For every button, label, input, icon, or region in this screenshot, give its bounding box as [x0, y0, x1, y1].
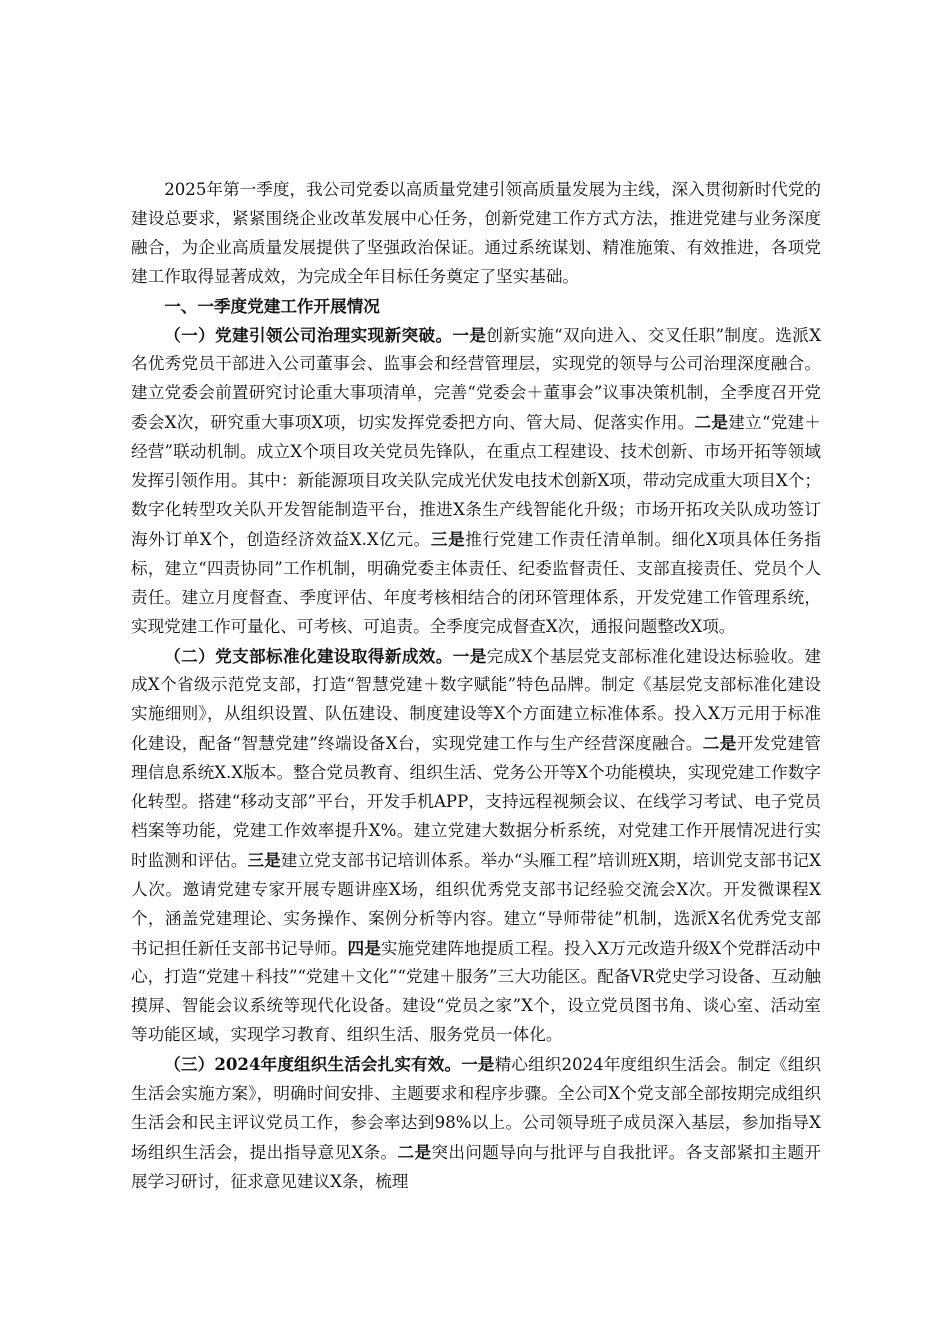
bold-lead-text: 一是	[461, 1054, 495, 1075]
paragraph-organizational-life	[131, 1050, 821, 1197]
section-heading: 一、一季度党建工作开展情况	[164, 295, 380, 316]
bold-lead-text: 二是	[694, 412, 729, 433]
bold-lead-text: 一是	[452, 324, 487, 345]
bold-lead-text: （二）党支部标准化建设取得新成效。	[164, 645, 453, 666]
body-text: 精心组织2024年度组织生活会。制定《组织生活会实施方案》，明确时间安排、主题要求和程序步骤。全公司X个党支部全部按期完成组织生活会和民主评议党员工作，参会率达到98%以上。公司领导班子成员深入基层，参加指导X场组织生活会，提出指导意见X条。	[131, 1055, 822, 1162]
bold-lead-text: 二是	[397, 1141, 432, 1162]
document-body	[131, 176, 821, 1197]
bold-lead-text: 三是	[430, 528, 466, 549]
body-text: 开发党建管理信息系统X.X版本。整合党员教育、组织生活、党务公开等X个功能模块，实现党建工作数字化转型。搭建“移动支部”平台，开发手机APP，支持远程视频会议、在线学习考试、电子党员档案等功能，党建工作效率提升X%。建立党建大数据分析系统，对党建工作开展情况进行实时监测和评估。	[131, 734, 822, 870]
bold-lead-text: 三是	[247, 849, 281, 870]
body-text: 完成X个基层党支部标准化建设达标验收。建成X个省级示范党支部，打造“智慧党建＋数字赋能”特色品牌。制定《基层党支部标准化建设实施细则》，从组织设置、队伍建设、制度建设等X个方面建立标准体系。投入X万元用于标准化建设，配备“智慧党建”终端设备X台，实现党建工作与生产经营深度融合。	[131, 646, 822, 754]
body-text: 突出问题导向与批评与自我批评。各支部紧扣主题开展学习研讨，征求意见建议X条，梳理	[131, 1142, 822, 1191]
body-text: 实施党建阵地提质工程。投入X万元改造升级X个党群活动中心，打造“党建＋科技”“党建＋文化”“党建＋服务”三大功能区。配备VR党史学习设备、互动触摸屏、智能会议系统等现代化设备。建设“党员之家”X个，设立党员图书角、谈心室、活动室等功能区域，实现学习教育、组织生活、服务党员一体化。	[131, 938, 821, 1045]
body-text: 推行党建工作责任清单制。细化X项具体任务指标，建立“四责协同”工作机制，明确党委主体责任、纪委监督责任、支部直接责任、党员个人责任。建立月度督查、季度评估、年度考核相结合的闭环管理体系，开发党建工作管理系统，实现党建工作可量化、可考核、可追责。全季度完成督查X次，通报问题整改X项。	[131, 529, 822, 636]
bold-lead-text: 二是	[702, 733, 737, 754]
paragraph-branch-standardization	[131, 642, 821, 1051]
body-text: 建立党支部书记培训体系。举办“头雁工程”培训班X期，培训党支部书记X人次。邀请党建专家开展专题讲座X场，组织优秀党支部书记经验交流会X次。开发微课程X个，涵盖党建理论、实务操作、案例分析等内容。建立“导师带徒”机制，选派X名优秀党支部书记担任新任支部书记导师。	[131, 850, 821, 958]
bold-lead-text: 一是	[452, 645, 487, 666]
body-text: 建立“党建＋经营”联动机制。成立X个项目攻关党员先锋队，在重点工程建设、技术创新、市场开拓等领域发挥引领作用。其中：新能源项目攻关队完成光伏发电技术创新X项，带动完成重大项目X个；数字化转型攻关队开发智能制造平台，推进X条生产线智能化升级；市场开拓攻关队成功签订海外订单X个，创造经济效益X.X亿元。	[131, 413, 822, 549]
intro-paragraph: 2025年第一季度，我公司党委以高质量党建引领高质量发展为主线，深入贯彻新时代党的建设总要求，紧紧围绕企业改革发展中心任务，创新党建工作方式方法，推进党建与业务深度融合，为企业高质量发展提供了坚强政治保证。通过系统谋划、精准施策、有效推进，各项党建工作取得显著成效，为完成全年目标任务奠定了坚实基础。	[131, 180, 821, 286]
paragraph-governance	[131, 321, 821, 642]
bold-lead-text: （一）党建引领公司治理实现新突破。	[164, 324, 453, 345]
body-text: 创新实施“双向进入、交叉任职”制度。选派X名优秀党员干部进入公司董事会、监事会和经营管理层，实现党的领导与公司治理深度融合。建立党委会前置研究讨论重大事项清单，完善“党委会＋董事会”议事决策机制，全季度召开党委会X次，研究重大事项X项，切实发挥党委把方向、管大局、促落实作用。	[131, 325, 822, 433]
bold-lead-text: （三）2024年度组织生活会扎实有效。	[164, 1054, 462, 1075]
bold-lead-text: 四是	[347, 937, 381, 958]
